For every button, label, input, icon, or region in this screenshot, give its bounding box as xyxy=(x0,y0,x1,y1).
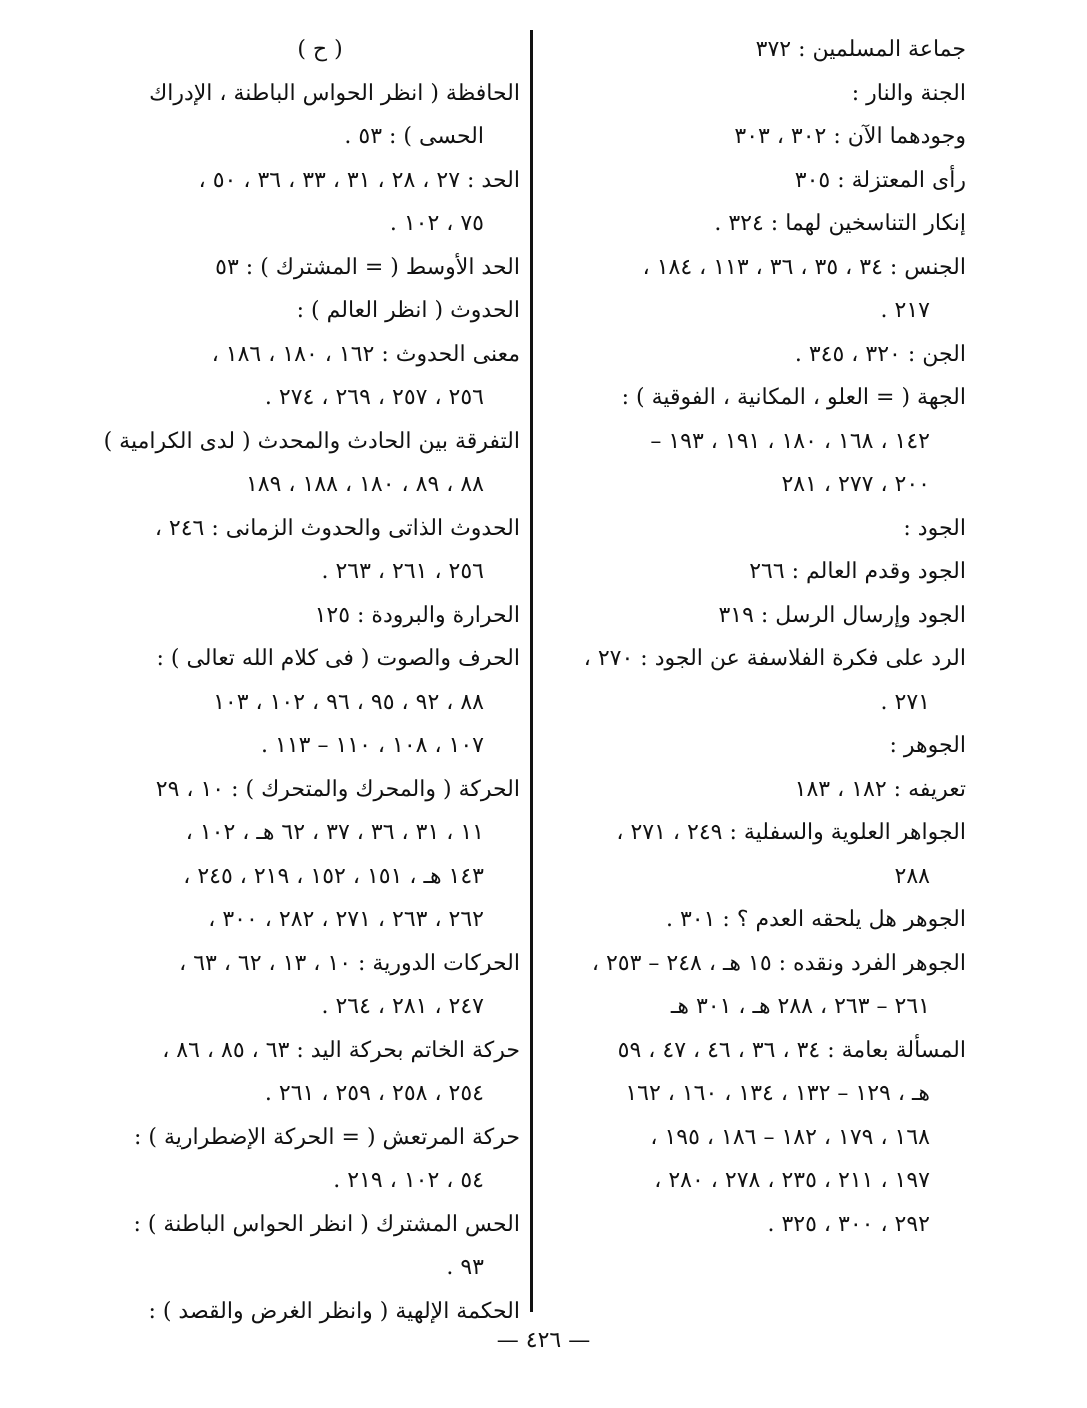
index-entry: رأى المعتزلة : ٣٠٥ xyxy=(794,167,966,193)
index-entry: وجودهما الآن : ٣٠٢ ، ٣٠٣ xyxy=(734,124,966,149)
index-entry: الجواهر العلوية والسفلية : ٢٤٩ ، ٢٧١ ، xyxy=(616,820,966,845)
index-entry-continuation: الحسى ) : ٥٣ . xyxy=(344,124,484,149)
index-entry: إنكار التناسخين لهما : ٣٢٤ . xyxy=(714,211,966,236)
index-entry: الجنس : ٣٤ ، ٣٥ ، ٣٦ ، ١١٣ ، ١٨٤ ، xyxy=(642,254,966,280)
index-entry: معنى الحدوث : ١٦٢ ، ١٨٠ ، ١٨٦ ، xyxy=(211,341,520,367)
index-entry-continuation: ١٦٨ ، ١٧٩ ، ١٨٢ – ١٨٦ ، ١٩٥ ، xyxy=(650,1124,930,1150)
index-entry: الجود : xyxy=(903,515,966,541)
index-entry-continuation: ١٠٧ ، ١٠٨ ، ١١٠ – ١١٣ . xyxy=(261,733,484,758)
index-entry: الجهة ( = العلو ، المكانية ، الفوقية ) : xyxy=(621,385,966,410)
index-entry: الجود وإرسال الرسل : ٣١٩ xyxy=(718,602,966,628)
index-entry: الرد على فكرة الفلاسفة عن الجود : ٢٧٠ ، xyxy=(583,646,966,671)
index-entry: الحركات الدورية : ١٠ ، ١٣ ، ٦٢ ، ٦٣ ، xyxy=(179,950,520,976)
index-entry: الجود وقدم العالم : ٢٦٦ xyxy=(749,559,966,584)
index-entry-continuation: ١٩٧ ، ٢١١ ، ٢٣٥ ، ٢٧٨ ، ٢٨٠ ، xyxy=(654,1168,930,1193)
index-entry-continuation: ٢١٧ . xyxy=(880,298,930,323)
index-entry: الحدوث ( انظر العالم ) : xyxy=(296,298,520,323)
index-entry: تعريفه : ١٨٢ ، ١٨٣ xyxy=(794,776,966,802)
index-entry: الحرف والصوت ( فى كلام الله تعالى ) : xyxy=(156,646,520,671)
index-entry-continuation: ١١ ، ٣١ ، ٣٦ ، ٣٧ ، ٦٢ هـ ، ١٠٢ ، xyxy=(185,820,484,845)
index-entry-continuation: ١٤٢ ، ١٦٨ ، ١٨٠ ، ١٩١ ، ١٩٣ – xyxy=(650,428,930,454)
index-entry: الجن : ٣٢٠ ، ٣٤٥ . xyxy=(794,341,966,367)
index-entry: الحدوث الذاتى والحدوث الزمانى : ٢٤٦ ، xyxy=(154,515,520,541)
index-entry-continuation: ٢٤٧ ، ٢٨١ ، ٢٦٤ . xyxy=(321,994,484,1019)
index-entry-continuation: ٢٥٦ ، ٢٦١ ، ٢٦٣ . xyxy=(321,559,484,584)
index-entry: الحكمة الإلهية ( وانظر الغرض والقصد ) : xyxy=(148,1298,520,1324)
index-entry-continuation: ٢٠٠ ، ٢٧٧ ، ٢٨١ xyxy=(781,472,930,497)
index-entry: التفرقة بين الحادث والمحدث ( لدى الكرامية ) xyxy=(103,428,520,454)
index-entry-continuation: هـ ، ١٢٩ – ١٣٢ ، ١٣٤ ، ١٦٠ ، ١٦٢ xyxy=(625,1081,930,1106)
index-entry-continuation: ٢٧١ . xyxy=(880,689,930,715)
index-entry: الحركة ( والمحرك والمتحرك ) : ١٠ ، ٢٩ xyxy=(155,776,520,802)
index-entry: الحرارة والبرودة : ١٢٥ xyxy=(314,602,520,628)
index-entry: المسألة بعامة : ٣٤ ، ٣٦ ، ٤٦ ، ٤٧ ، ٥٩ xyxy=(617,1037,966,1063)
index-entry: جماعة المسلمين : ٣٧٢ xyxy=(755,37,966,62)
index-entry: حركة الخاتم بحركة اليد : ٦٣ ، ٨٥ ، ٨٦ ، xyxy=(162,1037,520,1063)
index-entry: الجوهر الفرد ونقده : ١٥ هـ ، ٢٤٨ – ٢٥٣ ، xyxy=(591,950,966,976)
index-entry-continuation: ٢٩٢ ، ٣٠٠ ، ٣٢٥ . xyxy=(767,1211,930,1237)
index-entry-continuation: ٨٨ ، ٨٩ ، ١٨٠ ، ١٨٨ ، ١٨٩ xyxy=(245,472,484,497)
index-column-left xyxy=(103,28,520,1333)
index-entry: حركة المرتعش ( = الحركة الإضطرارية ) : xyxy=(133,1124,520,1150)
section-letter-heading: ( ح ) xyxy=(297,37,343,62)
page-number: — ٤٢٦ — xyxy=(496,1328,591,1353)
index-entry-continuation: ٢٥٤ ، ٢٥٨ ، ٢٥٩ ، ٢٦١ . xyxy=(264,1081,484,1106)
index-entry-continuation: ٢٥٦ ، ٢٥٧ ، ٢٦٩ ، ٢٧٤ . xyxy=(264,385,484,410)
index-entry: الحد : ٢٧ ، ٢٨ ، ٣١ ، ٣٣ ، ٣٦ ، ٥٠ ، xyxy=(198,167,520,193)
index-entry-continuation: ٥٤ ، ١٠٢ ، ٢١٩ . xyxy=(333,1168,484,1193)
index-entry: الجوهر : xyxy=(889,733,966,758)
index-entry-continuation: ٨٨ ، ٩٢ ، ٩٥ ، ٩٦ ، ١٠٢ ، ١٠٣ xyxy=(213,689,484,715)
index-column-right xyxy=(556,28,966,1246)
index-entry-continuation: ٢٦١ – ٢٦٣ ، ٢٨٨ هـ ، ٣٠١ هـ xyxy=(670,994,930,1019)
index-entry: الجوهر هل يلحقه العدم ؟ : ٣٠١ . xyxy=(665,907,966,932)
index-entry: الحد الأوسط ( = المشترك ) : ٥٣ xyxy=(215,254,520,280)
index-entry-continuation: ١٤٣ هـ ، ١٥١ ، ١٥٢ ، ٢١٩ ، ٢٤٥ ، xyxy=(183,863,484,889)
index-entry: الجنة والنار : xyxy=(851,80,966,106)
index-entry: الحس المشترك ( انظر الحواس الباطنة ) : xyxy=(133,1211,520,1237)
index-entry: الحافظة ( انظر الحواس الباطنة ، الإدراك xyxy=(149,80,520,106)
index-entry-continuation: ٢٦٢ ، ٢٦٣ ، ٢٧١ ، ٢٨٢ ، ٣٠٠ ، xyxy=(208,907,484,932)
index-entry-continuation: ٢٨٨ xyxy=(894,863,930,889)
column-divider xyxy=(530,30,533,1312)
index-entry-continuation: ٧٥ ، ١٠٢ . xyxy=(389,211,484,236)
index-entry-continuation: ٩٣ . xyxy=(446,1255,484,1280)
